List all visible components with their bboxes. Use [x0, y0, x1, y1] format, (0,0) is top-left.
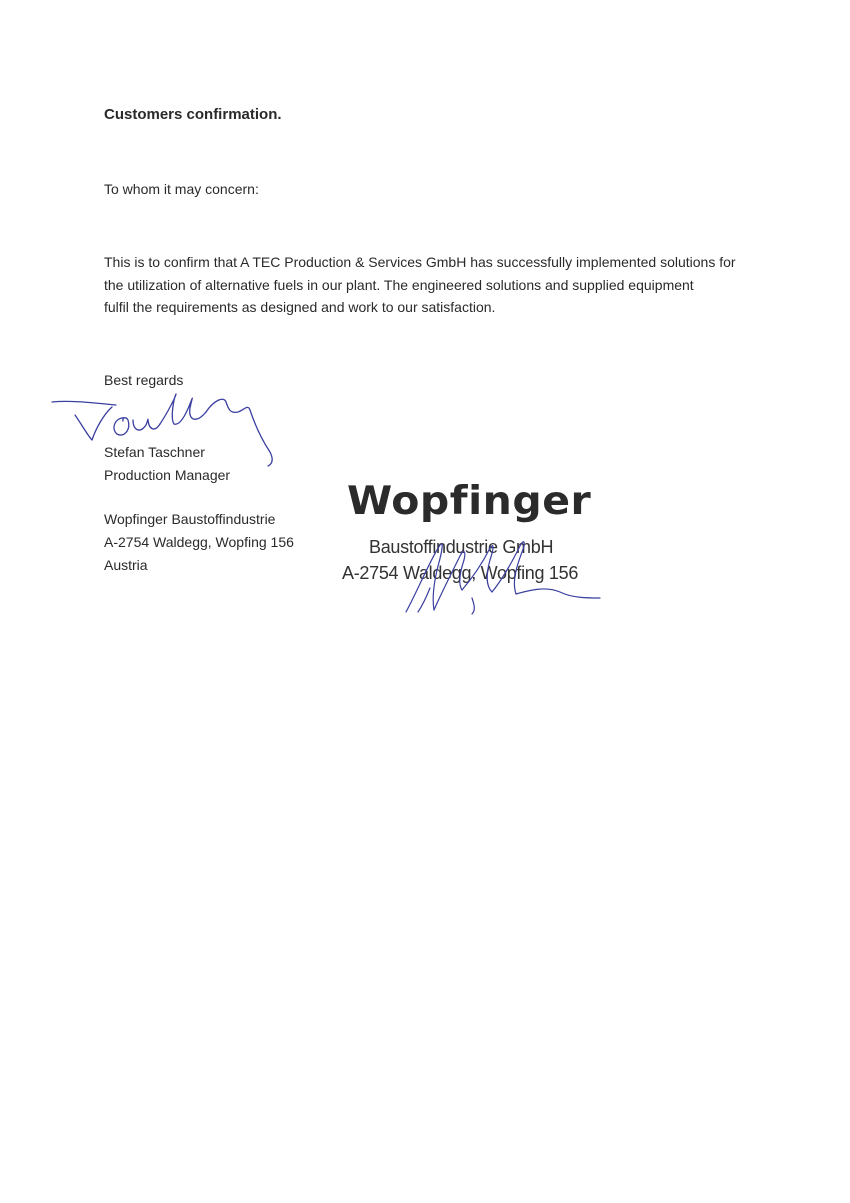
signatory-name: Stefan Taschner: [104, 444, 205, 460]
letter-heading: Customers confirmation.: [104, 106, 282, 123]
stamp-line: A-2754 Waldegg, Wopfing 156: [342, 563, 579, 583]
signatory-title: Production Manager: [104, 467, 231, 483]
address-line: Wopfinger Baustoffindustrie: [104, 511, 276, 527]
stamp-line: Baustoffindustrie GmbH: [369, 537, 554, 557]
address-line: Austria: [104, 557, 148, 573]
body-line: fulfil the requirements as designed and work to our satisfaction.: [104, 299, 496, 315]
salutation: To whom it may concern:: [104, 181, 259, 197]
body-line: This is to confirm that A TEC Production & Services GmbH has successfully implemented solutions for: [104, 254, 736, 270]
stamp-company-name: Wopfinger: [347, 478, 592, 524]
closing: Best regards: [104, 372, 184, 388]
body-line: the utilization of alternative fuels in our plant. The engineered solutions and supplied equipment: [104, 276, 694, 293]
address-line: A-2754 Waldegg, Wopfing 156: [104, 534, 294, 550]
